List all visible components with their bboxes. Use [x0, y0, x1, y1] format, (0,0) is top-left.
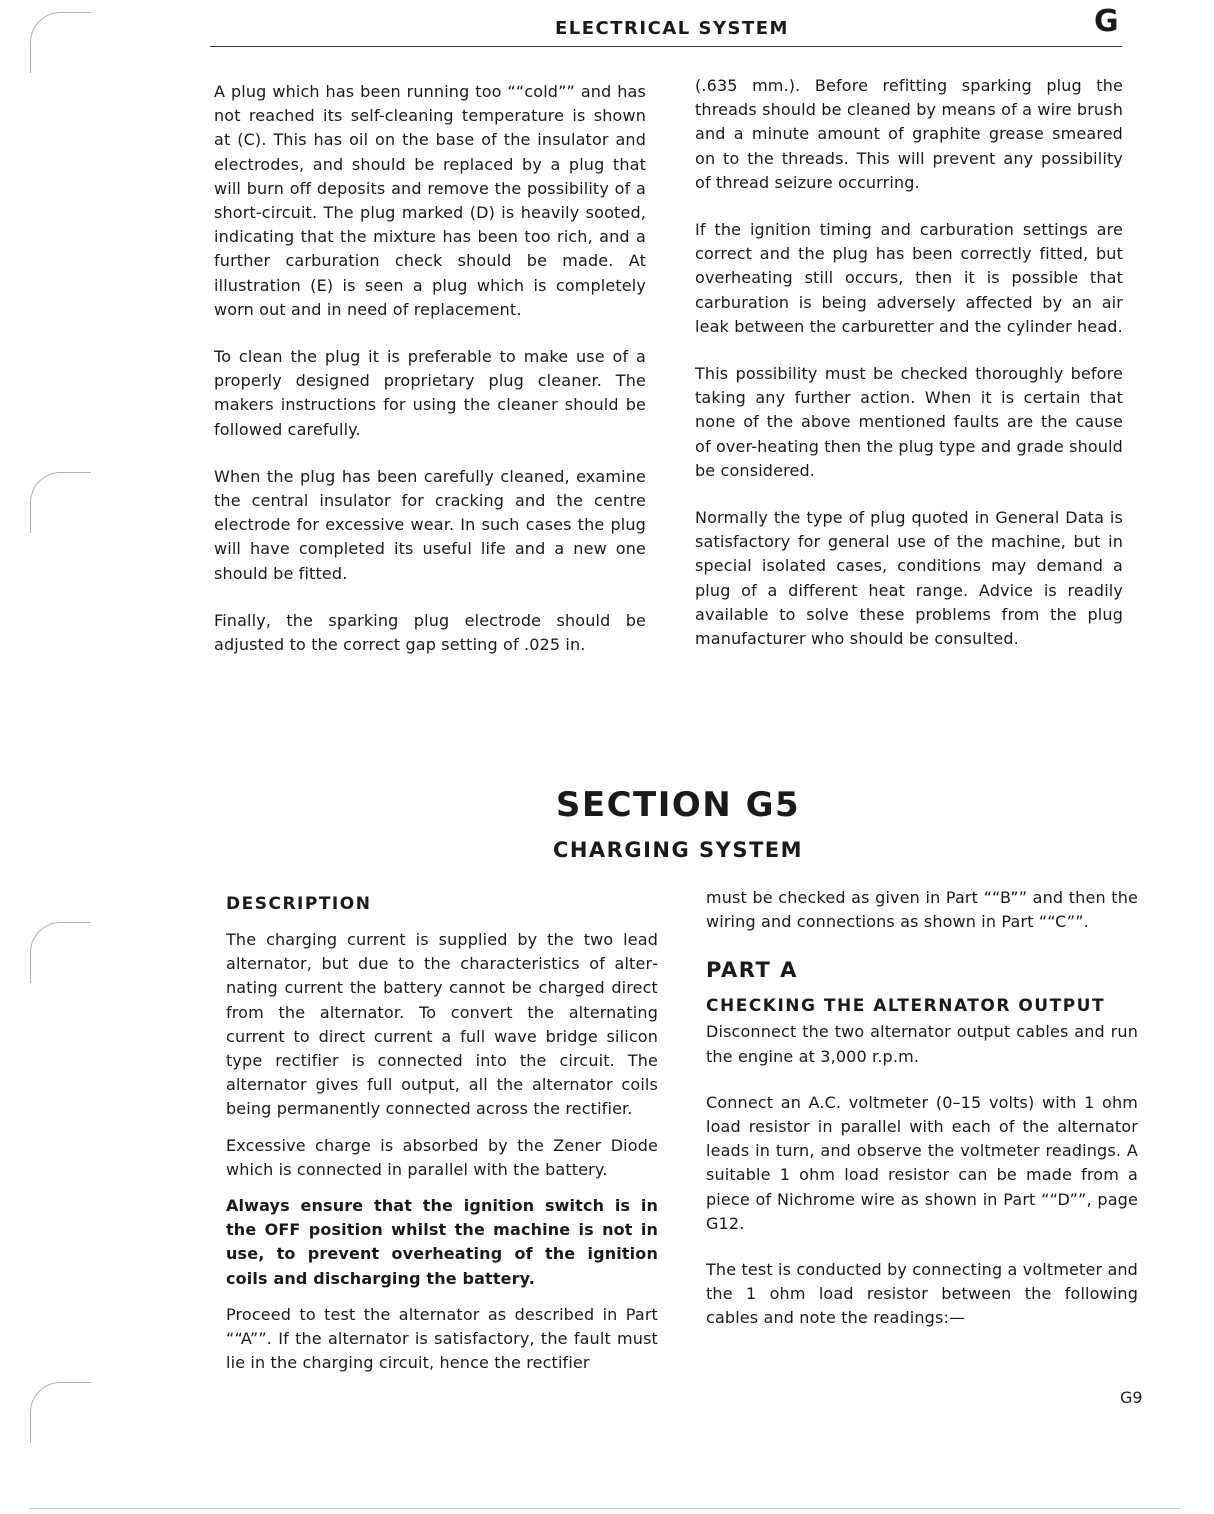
- paragraph: The test is conducted by connecting a voltmeter and the 1 ohm load resistor between the following cables and note the readings:—: [706, 1260, 1138, 1328]
- punch-hole-mark: [30, 472, 91, 533]
- warning-paragraph: Always ensure that the ignition switch is in the OFF position whilst the machine is not in use, to prevent overheating of the ignition coils and discharging the battery.: [226, 1196, 658, 1288]
- paragraph: Proceed to test the alternator as described in Part ““A””. If the alternator is satisfactory, the fault must lie in the charging circuit, hence the rectifier: [226, 1304, 658, 1373]
- paragraph: (.635 mm.). Before refitting sparking plug the threads should be cleaned by means of a wire brush and a minute amount of graphite grease smeared on to the threads. This will prevent any possibility of thread seizure occurring.: [695, 76, 1123, 192]
- section-subtitle: CHARGING SYSTEM: [552, 838, 804, 862]
- paragraph: Normally the type of plug quoted in General Data is satisfactory for general use of the machine, but in special isolated cases, conditions may demand a plug of a different heat range. Advice is readily available to solve these problems from the plug manufacturer who should be consulted.: [695, 508, 1123, 649]
- upper-left-column: [214, 80, 646, 680]
- section-letter: G: [1094, 4, 1119, 39]
- description-heading: DESCRIPTION: [226, 894, 372, 914]
- lower-right-column: [706, 886, 1138, 1343]
- page-number: G9: [1120, 1388, 1143, 1407]
- punch-hole-mark: [30, 12, 91, 73]
- paragraph: Connect an A.C. voltmeter (0–15 volts) with 1 ohm load resistor in parallel with each of the alternator leads in turn, and observe the voltmeter readings. A suitable 1 ohm load resistor can be made from a piece of Nichrome wire as shown in Part ““D””, page G12.: [706, 1092, 1138, 1233]
- paragraph: Finally, the sparking plug electrode should be adjusted to the correct gap setting of .025 in.: [214, 610, 646, 655]
- paragraph: must be checked as given in Part ““B”” and then the wiring and connections as shown in Part ““C””.: [706, 888, 1138, 932]
- paragraph: To clean the plug it is preferable to make use of a properly designed proprietary plug cleaner. The makers instructions for using the cleaner should be followed carefully.: [214, 347, 646, 439]
- punch-hole-mark: [30, 1382, 91, 1443]
- section-title: SECTION G5: [555, 785, 801, 825]
- upper-right-column: [695, 74, 1123, 674]
- bottom-edge-line: [30, 1508, 1180, 1509]
- header-rule: [210, 46, 1122, 47]
- paragraph: Disconnect the two alternator output cables and run the engine at 3,000 r.p.m.: [706, 1022, 1138, 1066]
- paragraph: Excessive charge is absorbed by the Zener Diode which is connected in parallel with the battery.: [226, 1135, 658, 1179]
- running-header-title: ELECTRICAL SYSTEM: [555, 18, 789, 39]
- paragraph: This possibility must be checked thoroughly before taking any further action. When it is certain that none of the above mentioned faults are the cause of over-heating then the plug type and grade should be considered.: [695, 364, 1123, 480]
- subsection-heading: CHECKING THE ALTERNATOR OUTPUT: [706, 996, 1106, 1017]
- lower-left-column: [226, 892, 658, 1387]
- paragraph: A plug which has been running too ““cold”” and has not reached its self-cleaning temperature is shown at (C). This has oil on the base of the insulator and electrodes, and should be replaced by a plug that will burn off deposits and remove the possibility of a short-circuit. The plug marked (D) is heavily sooted, indicating that the mixture has been too rich, and a further carburation check should be made. At illustration (E) is seen a plug which is completely worn out and in need of replacement.: [214, 82, 646, 319]
- paragraph: The charging current is supplied by the two lead alternator, but due to the characteristics of alternating current the battery cannot be charged direct from the alternator. To convert the alternating current to direct current a full wave bridge silicon type rectifier is connected into the circuit. The alternator gives full output, all the alternator coils being permanently connected across the rectifier.: [226, 930, 658, 1119]
- punch-hole-mark: [30, 922, 91, 983]
- paragraph: If the ignition timing and carburation settings are correct and the plug has been correctly fitted, but overheating still occurs, then it is possible that carburation is being adversely affected by an air leak between the carburetter and the cylinder head.: [695, 220, 1123, 336]
- paragraph: When the plug has been carefully cleaned, examine the central insulator for cracking and the centre electrode for excessive wear. In such cases the plug will have completed its useful life and a new one should be fitted.: [214, 466, 646, 583]
- part-a-heading: PART A: [706, 958, 798, 983]
